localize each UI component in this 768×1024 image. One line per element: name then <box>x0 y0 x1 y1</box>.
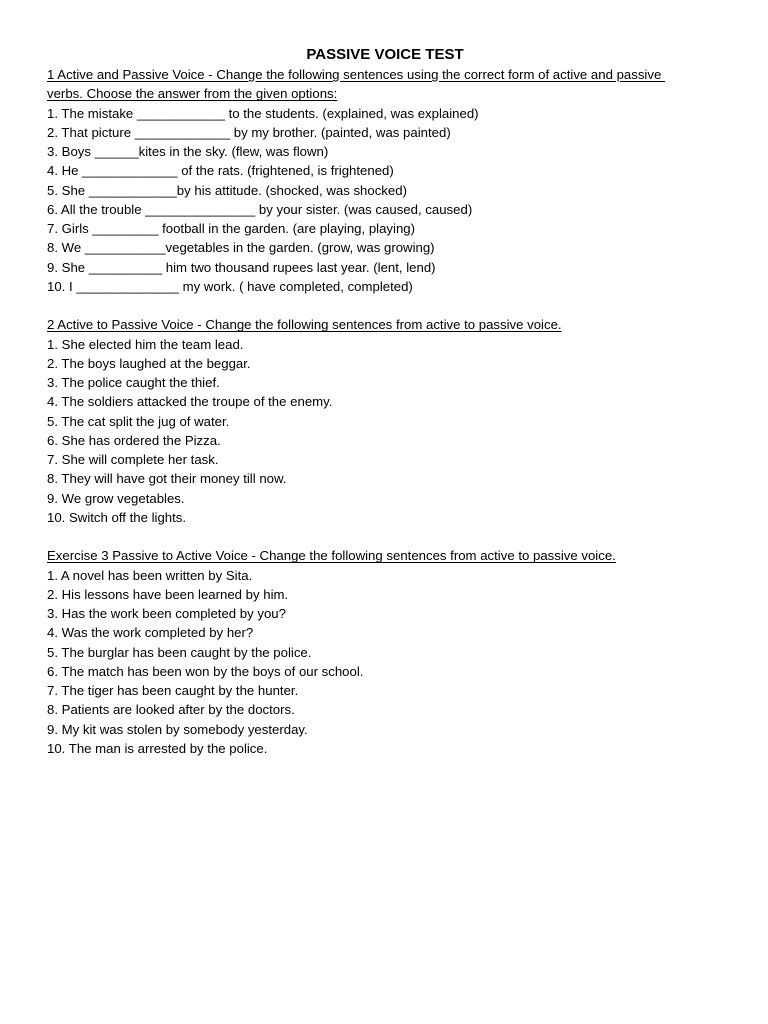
exercise-item: 2. His lessons have been learned by him. <box>47 586 289 602</box>
exercise-item: 8. We ___________vegetables in the garden. (grow, was growing) <box>47 240 435 256</box>
exercise-item: 5. The burglar has been caught by the police. <box>47 644 312 660</box>
exercise-item: 7. She will complete her task. <box>47 452 219 467</box>
exercise-item: 10. I ______________ my work. ( have completed, completed) <box>47 278 413 294</box>
document-page <box>47 44 727 758</box>
exercise-item: 9. My kit was stolen by somebody yesterday. <box>47 721 308 737</box>
exercise-item: 8. Patients are looked after by the doctors. <box>47 702 295 718</box>
exercise-item: 2. The boys laughed at the beggar. <box>47 355 251 371</box>
exercise-item: 6. She has ordered the Pizza. <box>47 432 221 448</box>
section-heading: Exercise 3 Passive to Active Voice - Change the following sentences from active to passive voice. <box>47 548 616 564</box>
spacer <box>47 296 727 315</box>
exercise-item: 4. Was the work completed by her? <box>47 625 254 641</box>
spacer <box>47 527 727 546</box>
exercise-item: 7. The tiger has been caught by the hunter. <box>47 683 299 698</box>
exercise-item: 3. The police caught the thief. <box>47 375 220 390</box>
exercise-item: 9. She __________ him two thousand rupees last year. (lent, lend) <box>47 259 436 275</box>
exercise-item: 7. Girls _________ football in the garden. (are playing, playing) <box>47 221 416 236</box>
exercise-item: 1. She elected him the team lead. <box>47 336 244 352</box>
section-2 <box>47 315 727 527</box>
exercise-item: 9. We grow vegetables. <box>47 490 185 506</box>
section-1 <box>47 65 727 296</box>
exercise-item: 3. Boys ______kites in the sky. (flew, was flown) <box>47 144 329 159</box>
exercise-item: 10. Switch off the lights. <box>47 509 187 525</box>
exercise-item: 6. The match has been won by the boys of our school. <box>47 663 364 679</box>
section-heading: verbs. Choose the answer from the given options: <box>47 86 338 102</box>
exercise-item: 4. The soldiers attacked the troupe of the enemy. <box>47 394 333 410</box>
exercise-item: 2. That picture _____________ by my brother. (painted, was painted) <box>47 124 451 140</box>
exercise-item: 5. The cat split the jug of water. <box>47 413 230 429</box>
section-3 <box>47 546 727 758</box>
exercise-item: 5. She ____________by his attitude. (shocked, was shocked) <box>47 182 407 198</box>
exercise-item: 1. A novel has been written by Sita. <box>47 567 253 583</box>
section-heading: 2 Active to Passive Voice - Change the following sentences from active to passive voice. <box>47 317 562 333</box>
exercise-item: 4. He _____________ of the rats. (frightened, is frightened) <box>47 163 394 179</box>
exercise-item: 10. The man is arrested by the police. <box>47 740 268 756</box>
exercise-item: 3. Has the work been completed by you? <box>47 606 286 621</box>
exercise-item: 8. They will have got their money till now. <box>47 471 287 487</box>
exercise-item: 1. The mistake ____________ to the students. (explained, was explained) <box>47 105 479 121</box>
exercise-item: 6. All the trouble _______________ by your sister. (was caused, caused) <box>47 201 473 217</box>
section-heading: 1 Active and Passive Voice - Change the following sentences using the correct form of active and passive <box>47 67 665 82</box>
page-title: PASSIVE VOICE TEST <box>306 46 464 63</box>
